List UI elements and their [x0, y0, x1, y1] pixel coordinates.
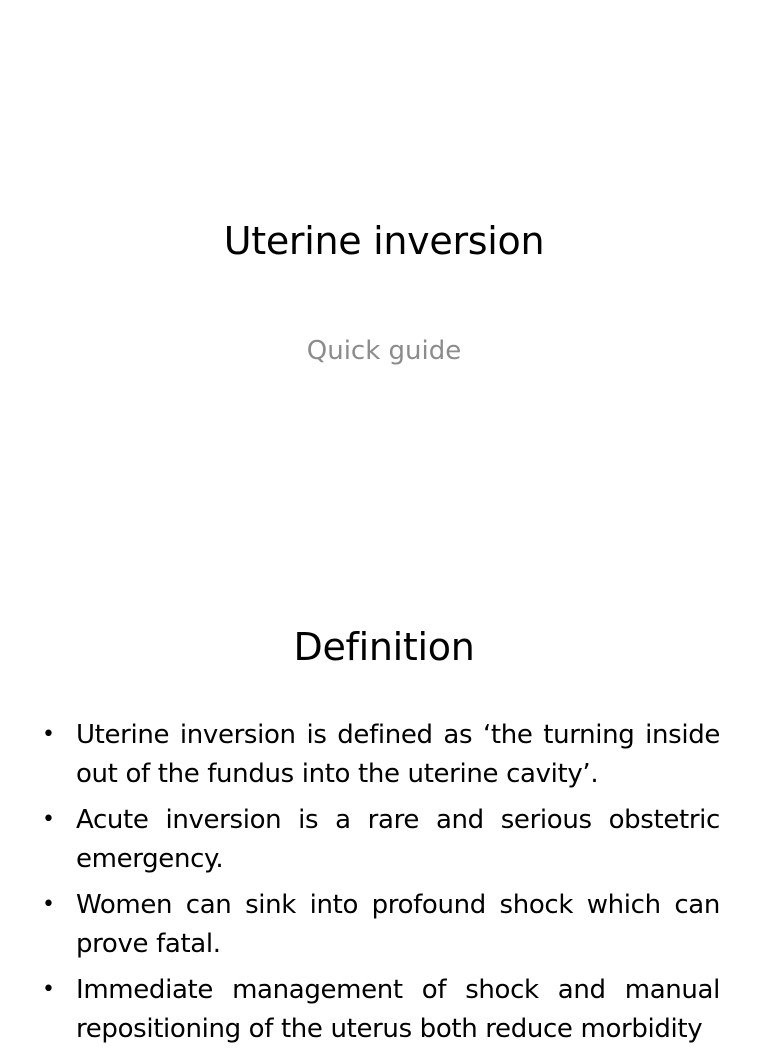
bullet-item — [0, 971, 768, 1048]
bullet-list — [0, 716, 768, 1056]
bullet-icon: • — [42, 977, 55, 1002]
bullet-icon: • — [42, 892, 55, 917]
bullet-text: Women can sink into profound shock which can prove fatal. — [76, 890, 720, 959]
bullet-text: Acute inversion is a rare and serious obstetric emergency. — [76, 805, 720, 874]
slide-title: Definition — [293, 625, 475, 669]
definition-slide — [0, 576, 768, 1044]
bullet-icon: • — [42, 807, 55, 832]
slide-subtitle: Quick guide — [306, 336, 462, 366]
bullet-text: Uterine inversion is defined as ‘the turning inside out of the fundus into the uterine cavity’. — [76, 720, 720, 789]
slide-title: Uterine inversion — [223, 219, 545, 263]
bullet-icon: • — [42, 722, 55, 747]
bullet-text: Immediate management of shock and manual repositioning of the uterus both reduce morbidity — [76, 975, 720, 1044]
bullet-item — [0, 801, 768, 878]
bullet-item — [0, 716, 768, 793]
bullet-item — [0, 886, 768, 963]
